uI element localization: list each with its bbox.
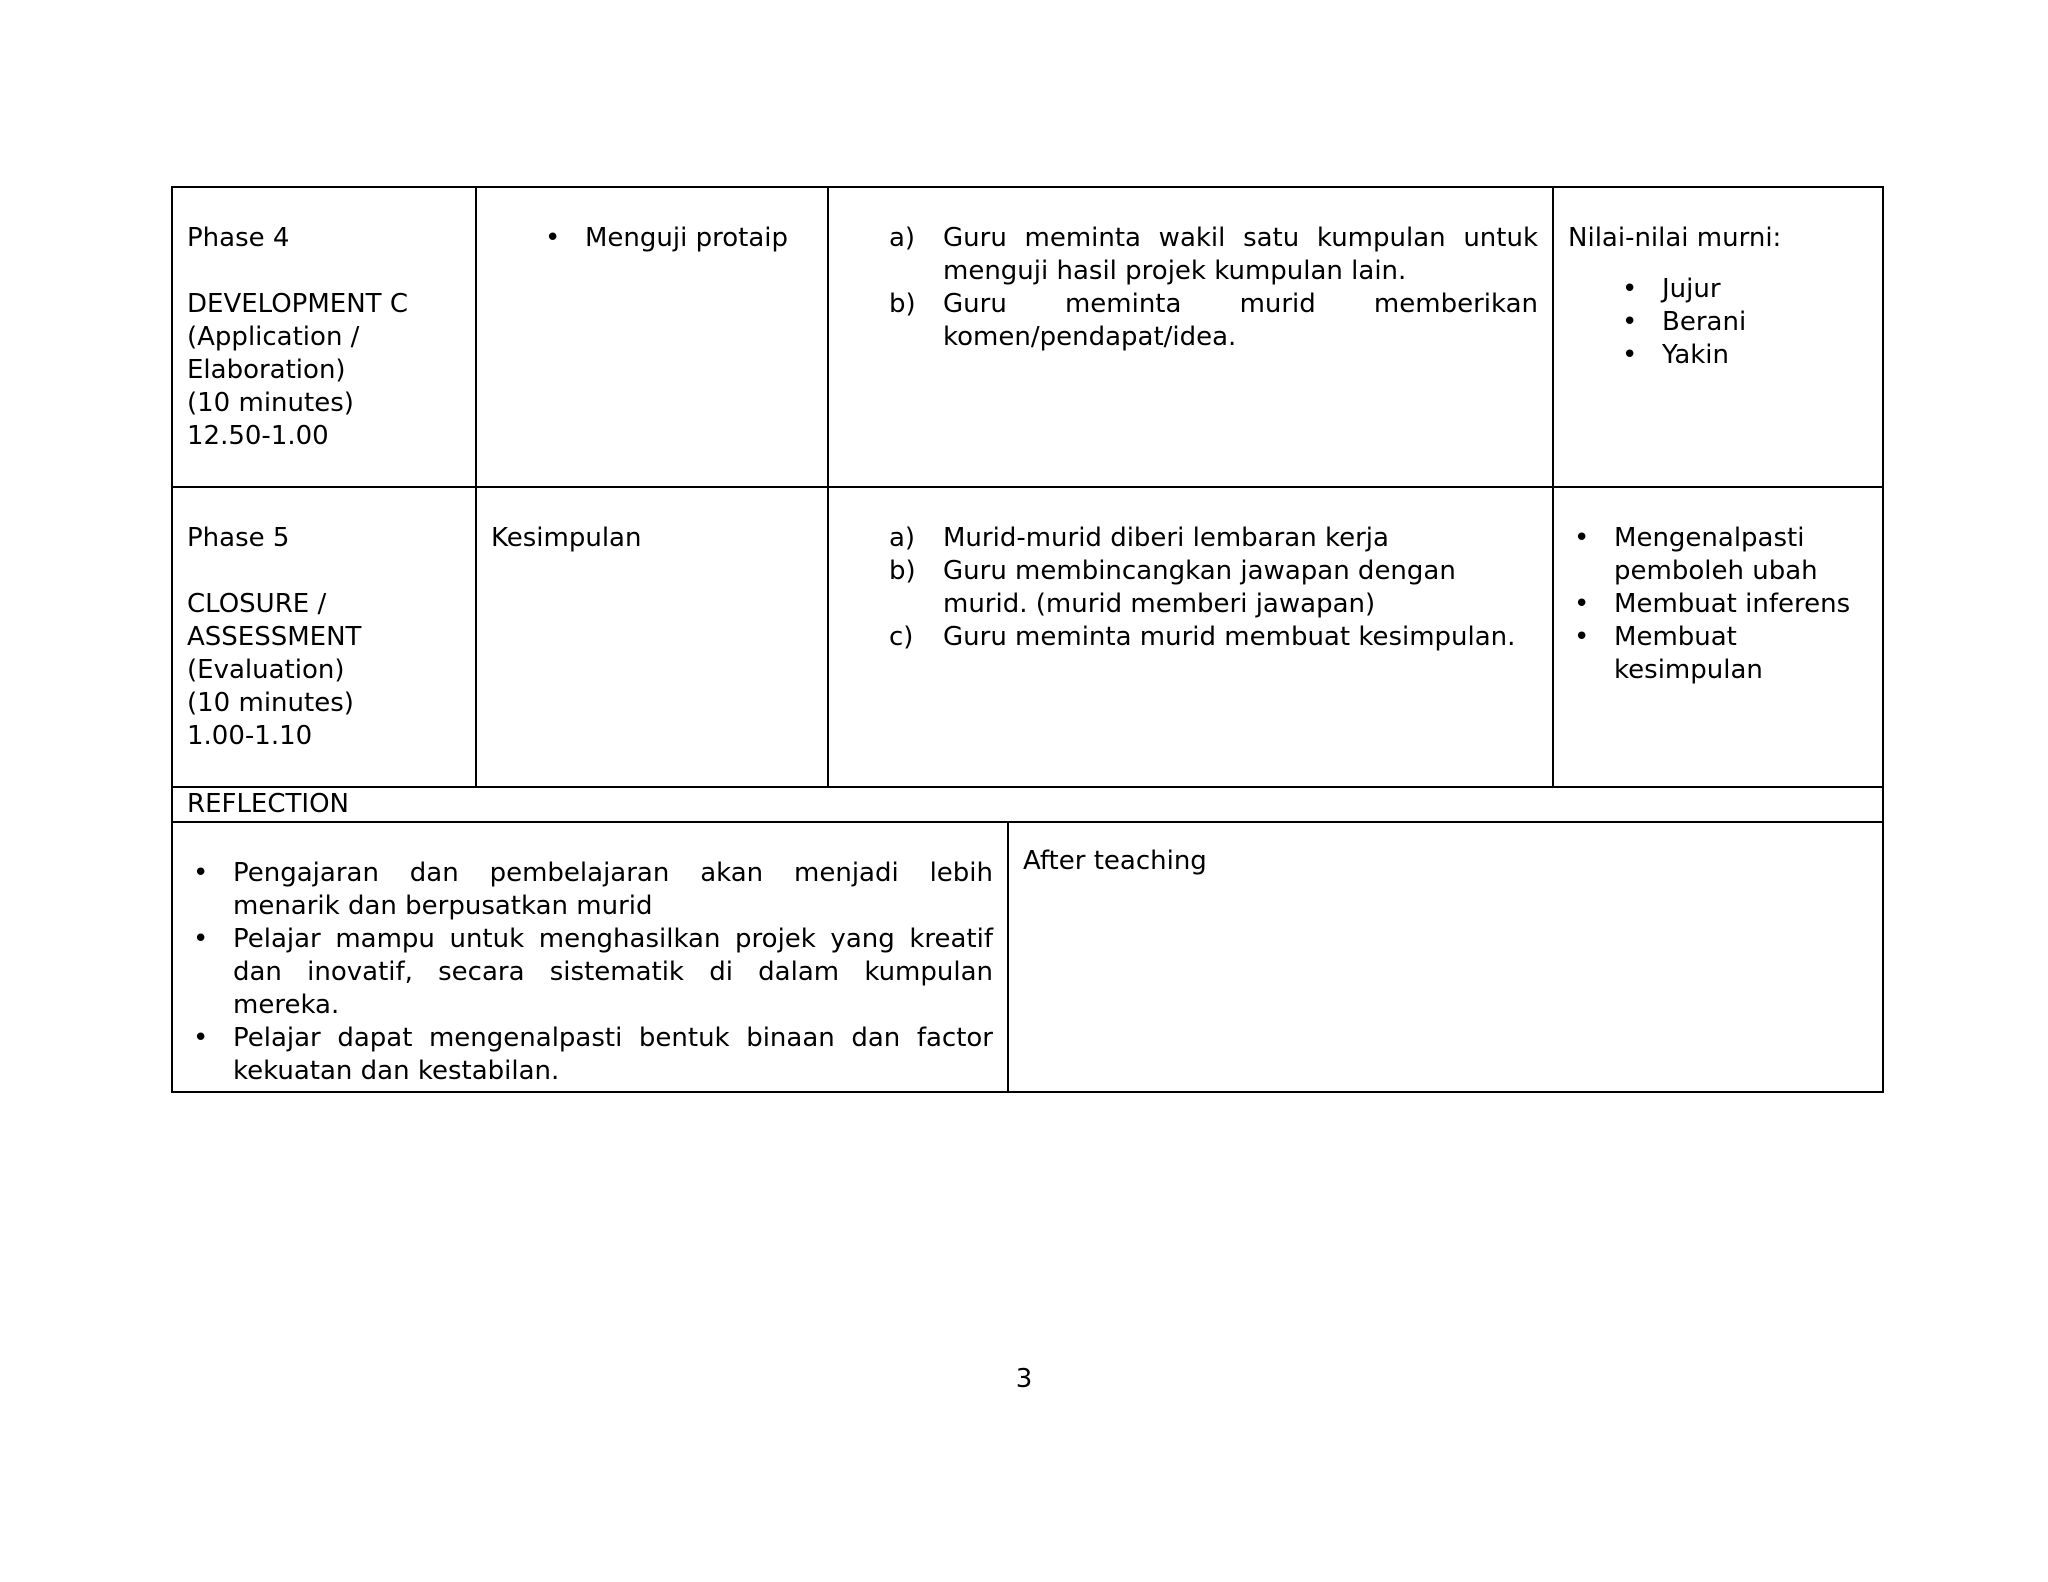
lesson-plan-table (171, 186, 1884, 1093)
phase-duration: (10 minutes) (187, 688, 354, 718)
reflection-point: • Pelajar dapat mengenalpasti bentuk binaan dan factor kekuatan dan kestabilan. (187, 1022, 993, 1088)
phase-name: CLOSURE / (187, 589, 327, 619)
phase-time: 1.00-1.10 (187, 721, 313, 751)
reflection-point: • Pelajar mampu untuk menghasilkan projek yang kreatif dan inovatif, secara sistematik di dalam kumpulan mereka. (187, 923, 993, 1022)
skill-item: • Membuat kesimpulan (1568, 621, 1868, 687)
reflection-heading: REFLECTION (172, 787, 1883, 822)
phase-4-cell (172, 187, 476, 487)
page-number: 3 (1015, 1364, 1033, 1394)
notes-cell (1553, 187, 1883, 487)
phase-time: 12.50-1.00 (187, 421, 329, 451)
notes-cell (1553, 487, 1883, 787)
notes-title: Nilai-nilai murni: (1568, 223, 1782, 253)
phase-4-row (172, 187, 1883, 487)
content-item: • Menguji protaip (491, 222, 813, 255)
skill-item: • Mengenalpasti pemboleh ubah (1568, 522, 1868, 588)
phase-5-row (172, 487, 1883, 787)
reflection-body-row (172, 822, 1883, 1092)
activities-cell (828, 187, 1553, 487)
activity-item: b) Guru meminta murid memberikan komen/pendapat/idea. (889, 289, 1539, 352)
after-teaching-cell (1008, 822, 1883, 1092)
reflection-points-cell (172, 822, 1008, 1092)
activity-item: a) Murid-murid diberi lembaran kerja (889, 523, 1389, 553)
content-text: Kesimpulan (491, 523, 642, 553)
phase-title: Phase 5 (187, 523, 290, 553)
reflection-heading-row (172, 787, 1883, 822)
reflection-point: • Pengajaran dan pembelajaran akan menjadi lebih menarik dan berpusatkan murid (187, 857, 993, 923)
after-teaching-label: After teaching (1023, 846, 1207, 876)
value-item: • Yakin (1568, 339, 1868, 372)
value-item: • Jujur (1568, 273, 1868, 306)
value-item: • Berani (1568, 306, 1868, 339)
phase-title: Phase 4 (187, 223, 290, 253)
phase-duration: (10 minutes) (187, 388, 354, 418)
phase-desc: Elaboration) (187, 355, 346, 385)
phase-desc: (Application / (187, 322, 360, 352)
activity-item: a) Guru meminta wakil satu kumpulan untuk menguji hasil projek kumpulan lain. (889, 223, 1539, 286)
skill-item: • Membuat inferens (1568, 588, 1868, 621)
content-cell (476, 487, 828, 787)
activity-item: c) Guru meminta murid membuat kesimpulan. (889, 622, 1516, 652)
content-cell (476, 187, 828, 487)
activities-cell (828, 487, 1553, 787)
phase-name: DEVELOPMENT C (187, 289, 408, 319)
phase-5-cell (172, 487, 476, 787)
phase-desc: (Evaluation) (187, 655, 345, 685)
activity-item: b) Guru membincangkan jawapan dengan murid. (murid memberi jawapan) (889, 556, 1456, 619)
phase-name: ASSESSMENT (187, 622, 362, 652)
